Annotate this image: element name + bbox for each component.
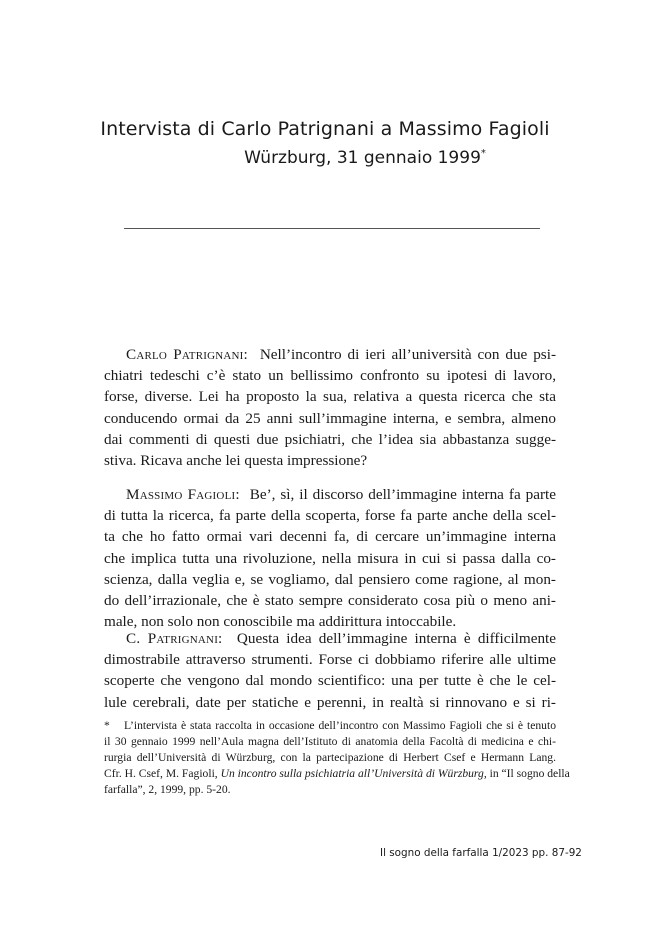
article-title: Intervista di Carlo Patrignani a Massimo Fagioli — [100, 118, 550, 140]
paragraph-line: scienza, dalla veglia e, se vogliamo, dal pensiero come ragione, al mon- — [104, 570, 556, 588]
paragraph-line: scoperte che vengono dal mondo scientifico: una per tutte è che le cel- — [104, 672, 556, 690]
footnote-line — [104, 718, 556, 734]
paragraph-line — [104, 628, 556, 649]
paragraph-line: stiva. Ricava anche lei questa impressione? — [104, 452, 368, 470]
paragraph-line: dai commenti di questi due psichiatri, che l’idea sia abbastanza sugge- — [104, 430, 556, 448]
article-subtitle — [40, 148, 650, 168]
footnote — [104, 718, 570, 798]
footnote-line: il 30 gennaio 1999 nell’Aula magna dell’Istituto di anatomia della Facoltà di medicina e chi- — [104, 735, 556, 748]
paragraph-line: male, non solo non conoscibile ma addirittura intoccabile. — [104, 613, 457, 631]
paragraph-line: chiatri tedeschi c’è stato un bellissimo confronto su ipotesi di lavoro, — [104, 367, 556, 385]
speaker-name: Massimo Fagioli: — [126, 486, 240, 503]
paragraph-line: ta che ho fatto ormai vari decenni fa, di cercare un’immagine interna — [104, 528, 556, 546]
paragraph-line: dimostrabile attraverso strumenti. Forse ci dobbiamo riferire alle ultime — [104, 651, 556, 669]
speaker-name: Carlo Patrignani: — [126, 346, 248, 363]
footnote-mark: * — [104, 719, 110, 732]
speaker-name: C. Patrignani: — [126, 630, 223, 647]
line-text: Be’, sì, il discorso dell’immagine interna fa parte — [249, 486, 556, 503]
journal-citation: Il sogno della farfalla 1/2023 pp. 87-92 — [380, 847, 582, 859]
paragraph-line: forse, diverse. Lei ha proposto la sua, relativa a questa ricerca che sta — [104, 388, 556, 406]
line-text: Questa idea dell’immagine interna è difficilmente — [236, 630, 557, 647]
paragraph-3 — [104, 628, 556, 713]
paragraph-line: di tutta la ricerca, fa parte della scoperta, forse fa parte anche della scel- — [104, 507, 556, 525]
footnote-text: L’intervista è stata raccolta in occasione dell’incontro con Massimo Fagioli che si è tenuto — [124, 719, 556, 732]
paragraph-line: lule cerebrali, date per statiche e perenni, in realtà si rinnovano e si ri- — [104, 693, 556, 711]
footnote-reference[interactable]: * — [480, 148, 486, 159]
paragraph-line — [104, 484, 556, 505]
line-text: Nell’incontro di ieri all’università con due psi- — [259, 346, 556, 363]
paragraph-line: conducendo ormai da 25 anni sull’immagine interna, e sembra, almeno — [104, 409, 556, 427]
footnote-line: rurgia dell’Università di Würzburg, con la partecipazione di Herbert Csef e Hermann Lang. — [104, 751, 556, 764]
footnote-text: Cfr. H. Csef, M. Fagioli, — [104, 767, 218, 780]
paragraph-line: che implica tutta una rivoluzione, nella misura in cui si passa dalla co- — [104, 549, 556, 567]
footnote-text: in “Il sogno della — [489, 767, 570, 780]
footnote-line — [104, 766, 570, 782]
paragraph-line: do dell’irrazionale, che è stato sempre considerato cosa più o meno ani- — [104, 592, 556, 610]
cited-title: Un incontro sulla psichiatria all’Università di Würzburg, — [220, 767, 487, 780]
paragraph-2 — [104, 484, 556, 632]
paragraph-1 — [104, 344, 556, 471]
title-divider — [124, 228, 540, 229]
subtitle-text: Würzburg, 31 gennaio 1999 — [244, 148, 481, 168]
paragraph-line — [104, 344, 556, 365]
footnote-line: farfalla”, 2, 1999, pp. 5-20. — [104, 783, 231, 796]
